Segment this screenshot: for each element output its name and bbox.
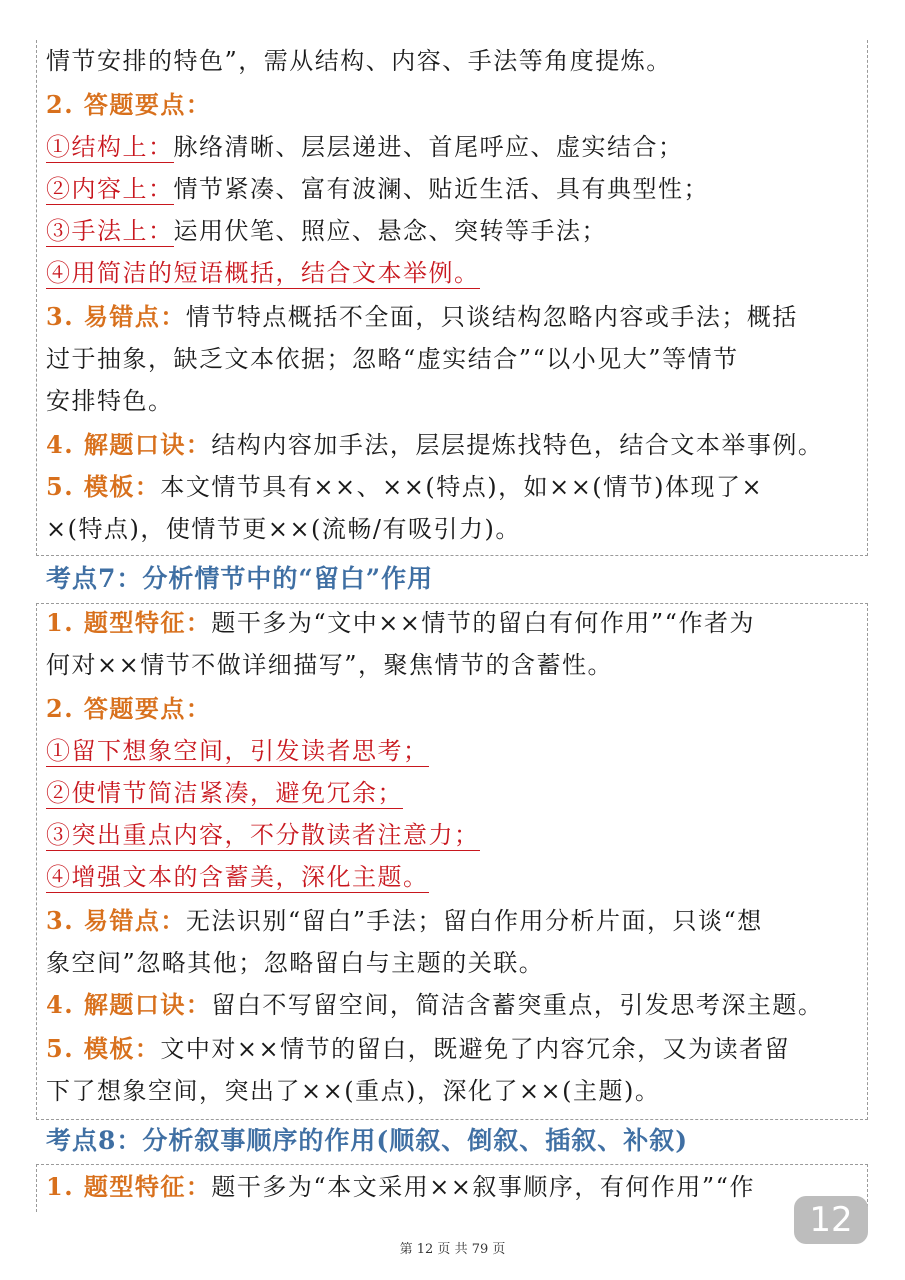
section7-point-1 [46, 730, 429, 772]
feature-title: 1. 题型特征： [46, 608, 212, 637]
point-text: 运用伏笔、照应、悬念、突转等手法； [173, 217, 607, 245]
point-label: ③手法上： [46, 217, 174, 245]
error-text: 情节特点概括不全面，只谈结构忽略内容或手法；概括 [185, 303, 798, 331]
section6-template-line-1 [46, 466, 763, 508]
point-text: 脉络清晰、层层递进、首尾呼应、虚实结合； [173, 133, 684, 161]
point-label: ①结构上： [46, 133, 174, 161]
section7-point-2 [46, 772, 403, 814]
section7-feature-line-2: 何对××情节不做详细描写”，聚焦情节的含蓄性。 [46, 651, 613, 679]
point-text: ②使情节简洁紧凑，避免冗余； [46, 779, 403, 807]
section6-error-line-3: 安排特色。 [46, 387, 174, 415]
point-label: ②内容上： [46, 175, 174, 203]
section7-error-line-2: 象空间”忽略其他；忽略留白与主题的关联。 [46, 949, 545, 977]
section6-tip-line [46, 424, 823, 466]
section7-feature-line-1 [46, 602, 755, 644]
section7-error-line-1 [46, 900, 763, 942]
section6-template-line-2: ×(特点)，使情节更××(流畅/有吸引力)。 [46, 515, 521, 543]
tip-text: 结构内容加手法，层层提炼找特色，结合文本举事例。 [211, 431, 824, 459]
error-text: 无法识别“留白”手法；留白作用分析片面，只谈“想 [185, 907, 763, 935]
template-text: 文中对××情节的留白，既避免了内容冗余，又为读者留 [160, 1035, 791, 1063]
point-text: 情节紧凑、富有波澜、贴近生活、具有典型性； [173, 175, 709, 203]
section8-feature-line-1 [46, 1166, 755, 1208]
error-title: 3. 易错点： [46, 302, 186, 331]
section7-point-3 [46, 814, 480, 856]
point-text: ①留下想象空间，引发读者思考； [46, 737, 429, 765]
feature-title: 1. 题型特征： [46, 1172, 212, 1201]
section7-point-4 [46, 856, 429, 898]
section8-heading: 考点8：分析叙事顺序的作用(顺叙、倒叙、插叙、补叙) [46, 1126, 689, 1155]
feature-text: 题干多为“文中××情节的留白有何作用”“作者为 [211, 609, 755, 637]
template-title: 5. 模板： [46, 1034, 161, 1063]
page-footer: 第 12 页 共 79 页 [399, 1242, 506, 1257]
section6-point-1 [46, 126, 684, 168]
section7-template-line-1 [46, 1028, 790, 1070]
section6-error-line-1 [46, 296, 798, 338]
section7-heading: 考点7：分析情节中的“留白”作用 [46, 564, 434, 593]
tip-title: 4. 解题口诀： [46, 990, 212, 1019]
section6-point-3 [46, 210, 607, 252]
feature-text: 题干多为“本文采用××叙事顺序，有何作用”“作 [211, 1173, 755, 1201]
section6-point-2 [46, 168, 709, 210]
section7-template-line-2: 下了想象空间，突出了××(重点)，深化了××(主题)。 [46, 1077, 661, 1105]
point-4-text: ④用简洁的短语概括，结合文本举例。 [46, 259, 480, 287]
section7-answer-title: 2. 答题要点： [46, 694, 212, 723]
section6-answer-title: 2. 答题要点： [46, 90, 212, 119]
template-text: 本文情节具有××、××(特点)，如××(情节)体现了× [160, 473, 764, 501]
section6-point-4 [46, 252, 480, 294]
section7-tip-line [46, 984, 823, 1026]
template-title: 5. 模板： [46, 472, 161, 501]
point-text: ④增强文本的含蓄美，深化主题。 [46, 863, 429, 891]
tip-text: 留白不写留空间，简洁含蓄突重点，引发思考深主题。 [211, 991, 824, 1019]
error-title: 3. 易错点： [46, 906, 186, 935]
page-number-badge: 12 [794, 1196, 868, 1244]
section6-cont-line: 情节安排的特色”，需从结构、内容、手法等角度提炼。 [46, 47, 672, 75]
point-text: ③突出重点内容，不分散读者注意力； [46, 821, 480, 849]
section6-error-line-2: 过于抽象，缺乏文本依据；忽略“虚实结合”“以小见大”等情节 [46, 345, 739, 373]
tip-title: 4. 解题口诀： [46, 430, 212, 459]
